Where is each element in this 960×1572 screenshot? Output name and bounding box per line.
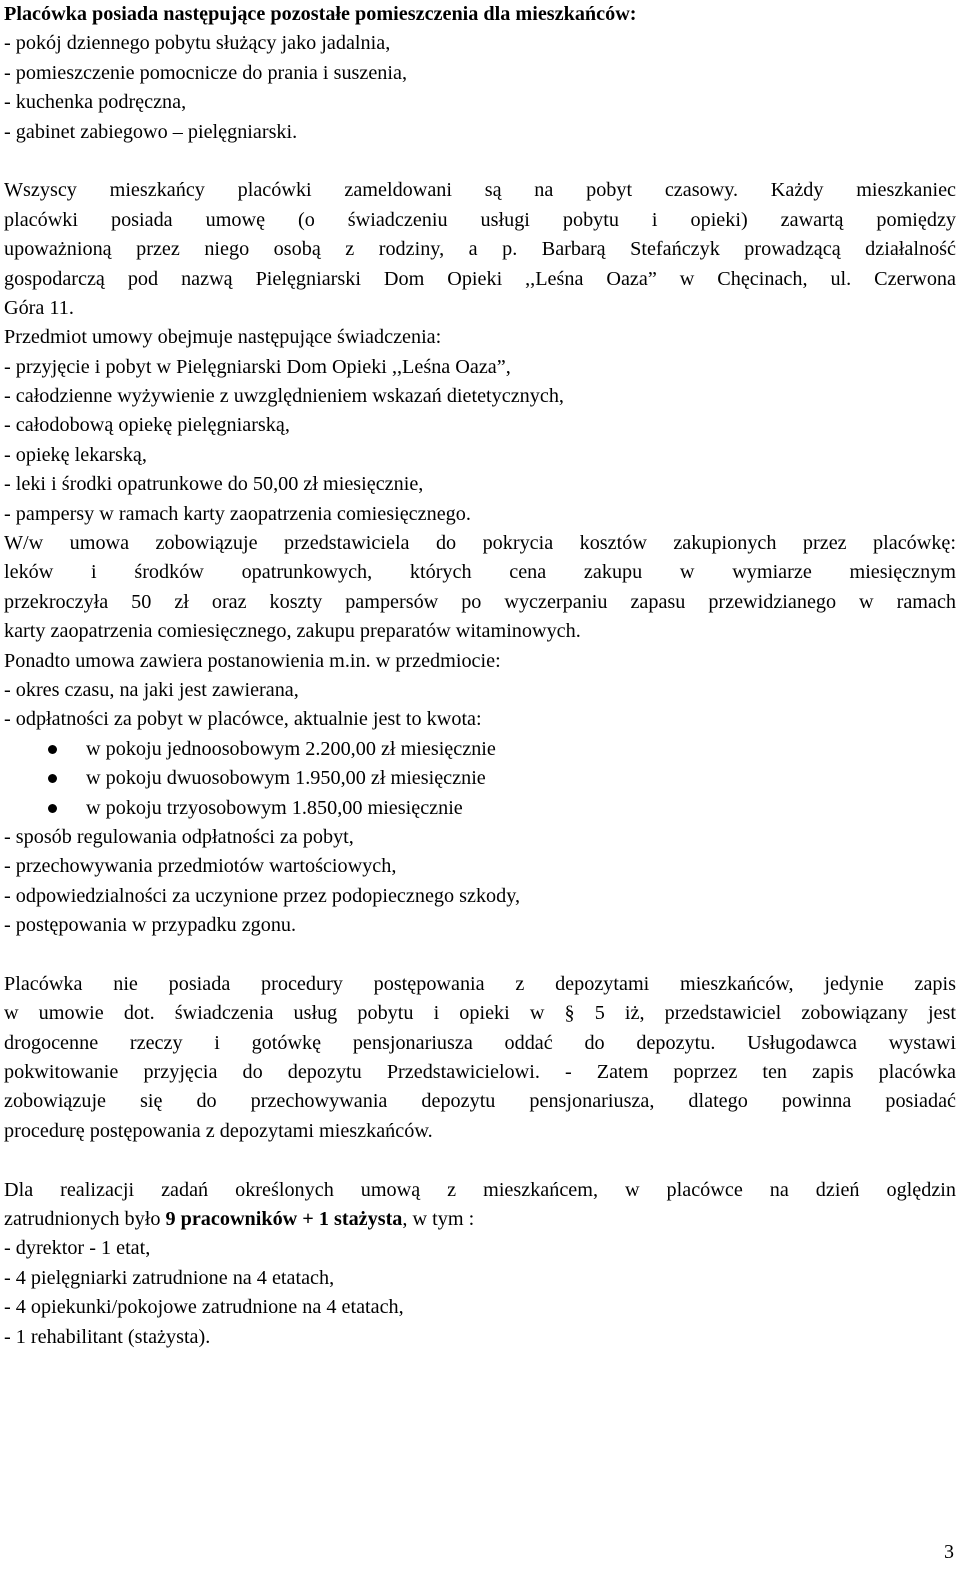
paragraph-line: drogocenne rzeczy i gotówkę pensjonariusza oddać do depozytu. Usługodawca wystawi <box>4 1031 956 1054</box>
rooms-heading: Placówka posiada następujące pozostałe pomieszczenia dla mieszkańców: <box>4 3 637 25</box>
list-item: - 1 rehabilitant (stażysta). <box>4 1325 211 1348</box>
list-item: - gabinet zabiegowo – pielęgniarski. <box>4 120 298 143</box>
paragraph-line: przekroczyła 50 zł oraz koszty pampersów po wyczerpaniu zapasu przewidzianego w ramach <box>4 590 956 613</box>
list-item: - dyrektor - 1 etat, <box>4 1237 151 1260</box>
paragraph-line: karty zaopatrzenia comiesięcznego, zakupu preparatów witaminowych. <box>4 620 581 643</box>
bullet-icon <box>48 745 57 754</box>
paragraph-line: leków i środków opatrunkowych, których cena zakupu w wymiarze miesięcznym <box>4 561 956 584</box>
list-item: - pomieszczenie pomocnicze do prania i suszenia, <box>4 61 408 84</box>
paragraph-gap <box>4 941 956 970</box>
list-item: - przyjęcie i pobyt w Pielęgniarski Dom Opieki ,,Leśna Oaza”, <box>4 355 511 378</box>
provisions-intro: Ponadto umowa zawiera postanowienia m.in. w przedmiocie: <box>4 649 501 672</box>
paragraph-line: w umowie dot. świadczenia usług pobytu i opieki w § 5 iż, przedstawiciel zobowiązany jest <box>4 1002 956 1025</box>
costs-paragraph <box>4 529 956 647</box>
contract-paragraph <box>4 176 956 323</box>
document-page <box>4 0 956 1352</box>
paragraph-line: Góra 11. <box>4 296 74 319</box>
list-item: - odpłatności za pobyt w placówce, aktualnie jest to kwota: <box>4 708 482 731</box>
paragraph-line: gospodarczą pod nazwą Pielęgniarski Dom Opieki ,,Leśna Oaza” w Chęcinach, ul. Czerwona <box>4 267 956 290</box>
list-item: - całodobową opiekę pielęgniarską, <box>4 414 290 437</box>
list-item: - opiekę lekarską, <box>4 443 147 466</box>
staff-count-suffix: , w tym : <box>402 1208 475 1231</box>
staff-list <box>4 1234 956 1352</box>
list-item: - okres czasu, na jaki jest zawierana, <box>4 678 299 701</box>
paragraph-line: placówki posiada umowę (o świadczeniu usługi pobytu i opieki) zawartą pomiędzy <box>4 208 956 231</box>
list-item: - pampersy w ramach karty zaopatrzenia comiesięcznego. <box>4 502 471 525</box>
list-item: - przechowywania przedmiotów wartościowych, <box>4 855 397 878</box>
paragraph-line: W/w umowa zobowiązuje przedstawiciela do pokrycia kosztów zakupionych przez placówkę: <box>4 532 956 555</box>
provisions-list <box>4 676 956 735</box>
fee-item <box>4 735 956 764</box>
list-item: - kuchenka podręczna, <box>4 91 187 114</box>
list-item: - sposób regulowania odpłatności za pobyt, <box>4 825 354 848</box>
paragraph-line: upoważnioną przez niego osobą z rodziny, a p. Barbarą Stefańczyk prowadzącą działalność <box>4 238 956 261</box>
page-number: 3 <box>944 1541 954 1563</box>
paragraph-line: Placówka nie posiada procedury postępowania z depozytami mieszkańców, jedynie zapis <box>4 972 956 995</box>
paragraph-line: Dla realizacji zadań określonych umową z mieszkańcem, w placówce na dzień oględzin <box>4 1178 956 1201</box>
services-intro: Przedmiot umowy obejmuje następujące świadczenia: <box>4 326 442 349</box>
fee-item <box>4 794 956 823</box>
fee-text: w pokoju dwuosobowym 1.950,00 zł miesięcznie <box>86 767 486 790</box>
staff-count-prefix: zatrudnionych było <box>4 1208 166 1231</box>
bullet-icon <box>48 774 57 783</box>
fee-item <box>4 764 956 793</box>
paragraph-line: Wszyscy mieszkańcy placówki zameldowani są na pobyt czasowy. Każdy mieszkaniec <box>4 179 956 202</box>
list-item: - pokój dziennego pobytu służący jako jadalnia, <box>4 32 391 55</box>
fee-text: w pokoju jednoosobowym 2.200,00 zł miesięcznie <box>86 737 496 760</box>
list-item: - 4 opiekunki/pokojowe zatrudnione na 4 etatach, <box>4 1296 404 1319</box>
deposit-paragraph <box>4 970 956 1146</box>
paragraph-line: procedurę postępowania z depozytami mieszkańców. <box>4 1119 433 1142</box>
fees-list <box>4 735 956 823</box>
paragraph-line <box>4 1205 956 1234</box>
provisions-list-continued <box>4 823 956 941</box>
paragraph-line: zobowiązuje się do przechowywania depozytu pensjonariusza, dlatego powinna posiadać <box>4 1090 956 1113</box>
list-item: - postępowania w przypadku zgonu. <box>4 914 297 937</box>
fee-text: w pokoju trzyosobowym 1.850,00 miesięcznie <box>86 796 463 819</box>
services-list <box>4 353 956 529</box>
bullet-icon <box>48 804 57 813</box>
staff-count-bold: 9 pracowników + 1 stażysta <box>165 1208 403 1231</box>
list-item: - odpowiedzialności za uczynione przez podopiecznego szkody, <box>4 884 521 907</box>
rooms-list <box>4 29 956 147</box>
list-item: - 4 pielęgniarki zatrudnione na 4 etatach, <box>4 1266 335 1289</box>
list-item: - całodzienne wyżywienie z uwzględnieniem wskazań dietetycznych, <box>4 385 564 408</box>
paragraph-gap <box>4 1146 956 1175</box>
staff-paragraph <box>4 1176 956 1235</box>
paragraph-gap <box>4 147 956 176</box>
list-item: - leki i środki opatrunkowe do 50,00 zł miesięcznie, <box>4 473 424 496</box>
paragraph-line: pokwitowanie przyjęcia do depozytu Przedstawicielowi. - Zatem poprzez ten zapis placówka <box>4 1061 956 1084</box>
